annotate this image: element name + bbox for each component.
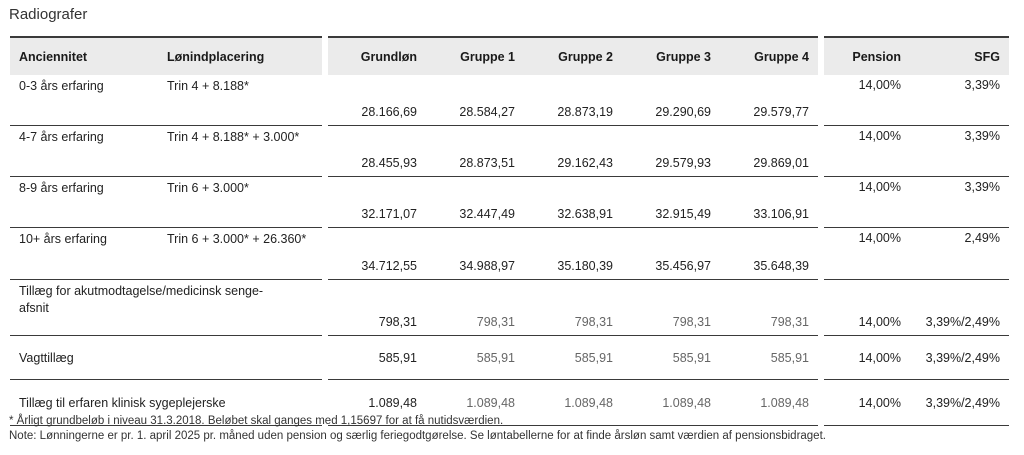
gruppe-3-cell: 29.579,93	[622, 126, 720, 177]
gruppe-1-cell: 798,31	[426, 280, 524, 336]
header-anciennitet: Anciennitet	[10, 37, 158, 75]
grundlon-cell: 1.089,48	[328, 380, 426, 426]
lonindplacering-cell: Trin 4 + 8.188* + 3.000*	[158, 126, 322, 177]
gruppe-4-cell: 585,91	[720, 336, 818, 380]
gruppe-2-cell: 32.638,91	[524, 177, 622, 228]
gruppe-2-cell: 35.180,39	[524, 228, 622, 280]
sfg-cell: 3,39%	[910, 126, 1009, 177]
grundlon-cell: 32.171,07	[328, 177, 426, 228]
sfg-cell: 3,39%	[910, 177, 1009, 228]
anciennitet-cell: 4-7 års erfaring	[10, 126, 158, 177]
gruppe-2-cell: 29.162,43	[524, 126, 622, 177]
gruppe-3-cell: 585,91	[622, 336, 720, 380]
pension-cell: 14,00%	[824, 177, 910, 228]
pension-cell: 14,00%	[824, 380, 910, 426]
gruppe-1-cell: 34.988,97	[426, 228, 524, 280]
grundlon-cell: 34.712,55	[328, 228, 426, 280]
pension-cell: 14,00%	[824, 126, 910, 177]
gruppe-1-cell: 585,91	[426, 336, 524, 380]
sfg-cell: 3,39%/2,49%	[910, 280, 1009, 336]
footnote-asterisk: * Årligt grundbeløb i niveau 31.3.2018. Beløbet skal ganges med 1,15697 for at få nutidsværdien.	[9, 415, 504, 427]
gruppe-2-cell: 798,31	[524, 280, 622, 336]
tillaeg-label-cell: Vagttillæg	[10, 336, 322, 380]
lonindplacering-cell: Trin 4 + 8.188*	[158, 75, 322, 126]
gruppe-2-cell: 1.089,48	[524, 380, 622, 426]
header-pension: Pension	[824, 37, 910, 75]
gruppe-3-cell: 1.089,48	[622, 380, 720, 426]
grundlon-cell: 585,91	[328, 336, 426, 380]
gruppe-4-cell: 29.869,01	[720, 126, 818, 177]
tillaeg-label-cell: Tillæg for akutmodtagelse/medicinsk senge-afsnit	[10, 280, 322, 336]
pension-cell: 14,00%	[824, 75, 910, 126]
footnotes	[9, 414, 826, 444]
header-grundlon: Grundløn	[328, 37, 426, 75]
table-row	[10, 336, 1009, 380]
grundlon-cell: 28.455,93	[328, 126, 426, 177]
header-sfg: SFG	[910, 37, 1009, 75]
pension-cell: 14,00%	[824, 280, 910, 336]
table-row	[10, 75, 1009, 126]
salary-table	[10, 36, 1009, 426]
gruppe-4-cell: 35.648,39	[720, 228, 818, 280]
lonindplacering-cell: Trin 6 + 3.000* + 26.360*	[158, 228, 322, 280]
gruppe-3-cell: 32.915,49	[622, 177, 720, 228]
pension-cell: 14,00%	[824, 336, 910, 380]
header-gruppe-4: Gruppe 4	[720, 37, 818, 75]
header-gruppe-3: Gruppe 3	[622, 37, 720, 75]
gruppe-3-cell: 798,31	[622, 280, 720, 336]
anciennitet-cell: 8-9 års erfaring	[10, 177, 158, 228]
sfg-cell: 3,39%/2,49%	[910, 380, 1009, 426]
gruppe-2-cell: 585,91	[524, 336, 622, 380]
gruppe-4-cell: 798,31	[720, 280, 818, 336]
gruppe-3-cell: 29.290,69	[622, 75, 720, 126]
gruppe-4-cell: 29.579,77	[720, 75, 818, 126]
gruppe-1-cell: 1.089,48	[426, 380, 524, 426]
grundlon-cell: 28.166,69	[328, 75, 426, 126]
grundlon-cell: 798,31	[328, 280, 426, 336]
gruppe-1-cell: 28.584,27	[426, 75, 524, 126]
table-row	[10, 126, 1009, 177]
tillaeg-label-cell: Tillæg til erfaren klinisk sygeplejerske	[10, 380, 322, 426]
footnote-note: Note: Lønningerne er pr. 1. april 2025 pr. måned uden pension og særlig feriegodtgørelse. Se løntabellerne for at finde årsløn samt værdien af pensionsbidraget.	[9, 430, 826, 442]
page-title: Radiografer	[9, 6, 88, 23]
anciennitet-cell: 10+ års erfaring	[10, 228, 158, 280]
sfg-cell: 2,49%	[910, 228, 1009, 280]
gruppe-1-cell: 28.873,51	[426, 126, 524, 177]
sfg-cell: 3,39%	[910, 75, 1009, 126]
gruppe-1-cell: 32.447,49	[426, 177, 524, 228]
anciennitet-cell: 0-3 års erfaring	[10, 75, 158, 126]
header-gruppe-2: Gruppe 2	[524, 37, 622, 75]
header-gruppe-1: Gruppe 1	[426, 37, 524, 75]
pension-cell: 14,00%	[824, 228, 910, 280]
gruppe-4-cell: 33.106,91	[720, 177, 818, 228]
table-row	[10, 177, 1009, 228]
gruppe-4-cell: 1.089,48	[720, 380, 818, 426]
sfg-cell: 3,39%/2,49%	[910, 336, 1009, 380]
table-row	[10, 280, 1009, 336]
gruppe-2-cell: 28.873,19	[524, 75, 622, 126]
lonindplacering-cell: Trin 6 + 3.000*	[158, 177, 322, 228]
gruppe-3-cell: 35.456,97	[622, 228, 720, 280]
table-header-row	[10, 37, 1009, 75]
table-row	[10, 228, 1009, 280]
header-lonindplacering: Lønindplacering	[158, 37, 322, 75]
